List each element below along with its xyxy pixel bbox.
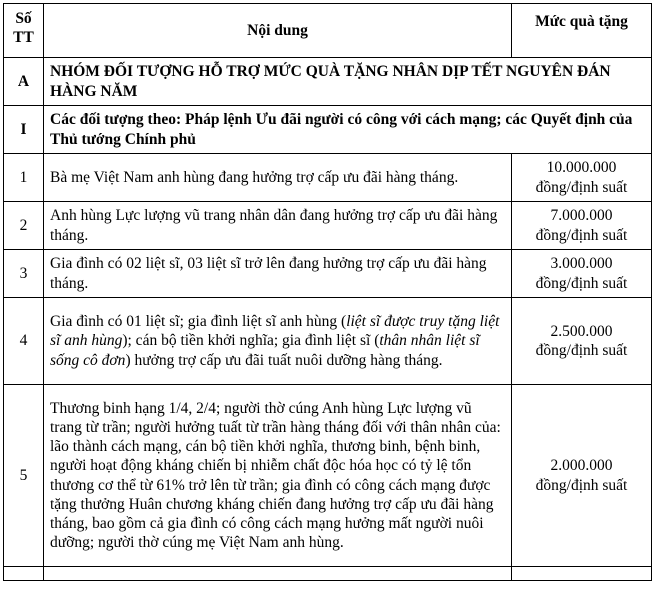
row-no: 1 <box>4 154 44 202</box>
table-row <box>4 250 652 298</box>
row-amount-cell <box>512 385 652 567</box>
table-row <box>4 298 652 385</box>
row-unit: đồng/định suất <box>535 342 628 359</box>
row-amount: 7.000.000 <box>550 207 613 225</box>
header-amount-label: Mức quà tặng <box>535 13 628 30</box>
row-text-italic: liệt sĩ được truy tặng liệt sĩ anh hùng <box>50 313 500 350</box>
row-no: 5 <box>4 385 44 567</box>
section-i-no: I <box>4 106 44 154</box>
row-content <box>44 298 512 385</box>
section-a-no: A <box>4 58 44 106</box>
header-content-label: Nội dung <box>247 21 308 39</box>
row-amount-cell <box>512 154 652 202</box>
row-amount-cell <box>512 298 652 385</box>
row-unit: đồng/định suất <box>535 226 628 244</box>
section-i-title: Các đối tượng theo: Pháp lệnh Ưu đãi người có công với cách mạng; các Quyết định của Thủ tướng Chính phủ <box>44 106 652 154</box>
section-i-row <box>4 106 652 154</box>
row-unit: đồng/định suất <box>535 178 628 196</box>
row-content: Bà mẹ Việt Nam anh hùng đang hưởng trợ cấp ưu đãi hàng tháng. <box>44 154 512 202</box>
section-a-title: NHÓM ĐỐI TƯỢNG HỖ TRỢ MỨC QUÀ TẶNG NHÂN DỊP TẾT NGUYÊN ĐÁN HÀNG NĂM <box>44 58 652 106</box>
row-amount: 2.000.000 <box>550 457 613 475</box>
table-row <box>4 385 652 567</box>
row-content: Gia đình có 02 liệt sĩ, 03 liệt sĩ trở lên đang hưởng trợ cấp ưu đãi hàng tháng. <box>44 250 512 298</box>
table-row-continued <box>4 567 652 581</box>
row-no: 2 <box>4 202 44 250</box>
row-unit: đồng/định suất <box>535 274 628 292</box>
row-content: Thương binh hạng 1/4, 2/4; người thờ cúng Anh hùng Lực lượng vũ trang từ trần; người hưởng tuất từ trần hàng tháng đối với thân nhân của: lão thành cách mạng, cán bộ tiền khởi nghĩa, thương binh, bệnh binh, người hoạt động kháng chiến bị nhiễm chất độc hóa học có tỷ lệ tổn thương cơ thể từ 61% trở lên từ trần; gia đình có công cách mạng được tặng thưởng Huân chương kháng chiến đang hưởng trợ cấp ưu đãi hàng tháng, bao gồm cả gia đình có công cách mạng hưởng mất người nuôi dưỡng; người thờ cúng mẹ Việt Nam anh hùng. <box>44 385 512 567</box>
table-row <box>4 202 652 250</box>
row-no: 3 <box>4 250 44 298</box>
row-amount: 10.000.000 <box>546 159 617 177</box>
header-content <box>44 4 512 58</box>
table-row <box>4 154 652 202</box>
header-no-label: Số TT <box>13 10 34 47</box>
row-content: Anh hùng Lực lượng vũ trang nhân dân đang hưởng trợ cấp ưu đãi hàng tháng. <box>44 202 512 250</box>
header-no <box>4 4 44 58</box>
header-amount <box>512 4 652 58</box>
document-page <box>3 3 651 613</box>
row-text-part: Gia đình có 01 liệt sĩ; gia đình liệt sĩ anh hùng ( <box>50 313 347 331</box>
table-header-row <box>4 4 652 58</box>
gift-table <box>3 3 652 581</box>
row-unit: đồng/định suất <box>535 476 628 494</box>
row-amount: 3.000.000 <box>550 255 613 273</box>
row-amount-cell <box>512 202 652 250</box>
row-text-italic: thân nhân liệt sĩ sống cô đơn <box>50 332 480 369</box>
row-amount-cell <box>512 250 652 298</box>
row-text-part: ) hưởng trợ cấp ưu đãi tuất nuôi dưỡng hàng tháng. <box>125 351 443 369</box>
row-no: 4 <box>4 298 44 385</box>
row-text-part: ); cán bộ tiền khởi nghĩa; gia đình liệt sĩ ( <box>122 332 380 350</box>
section-a-row <box>4 58 652 106</box>
row-amount: 2.500.000 <box>550 322 613 340</box>
